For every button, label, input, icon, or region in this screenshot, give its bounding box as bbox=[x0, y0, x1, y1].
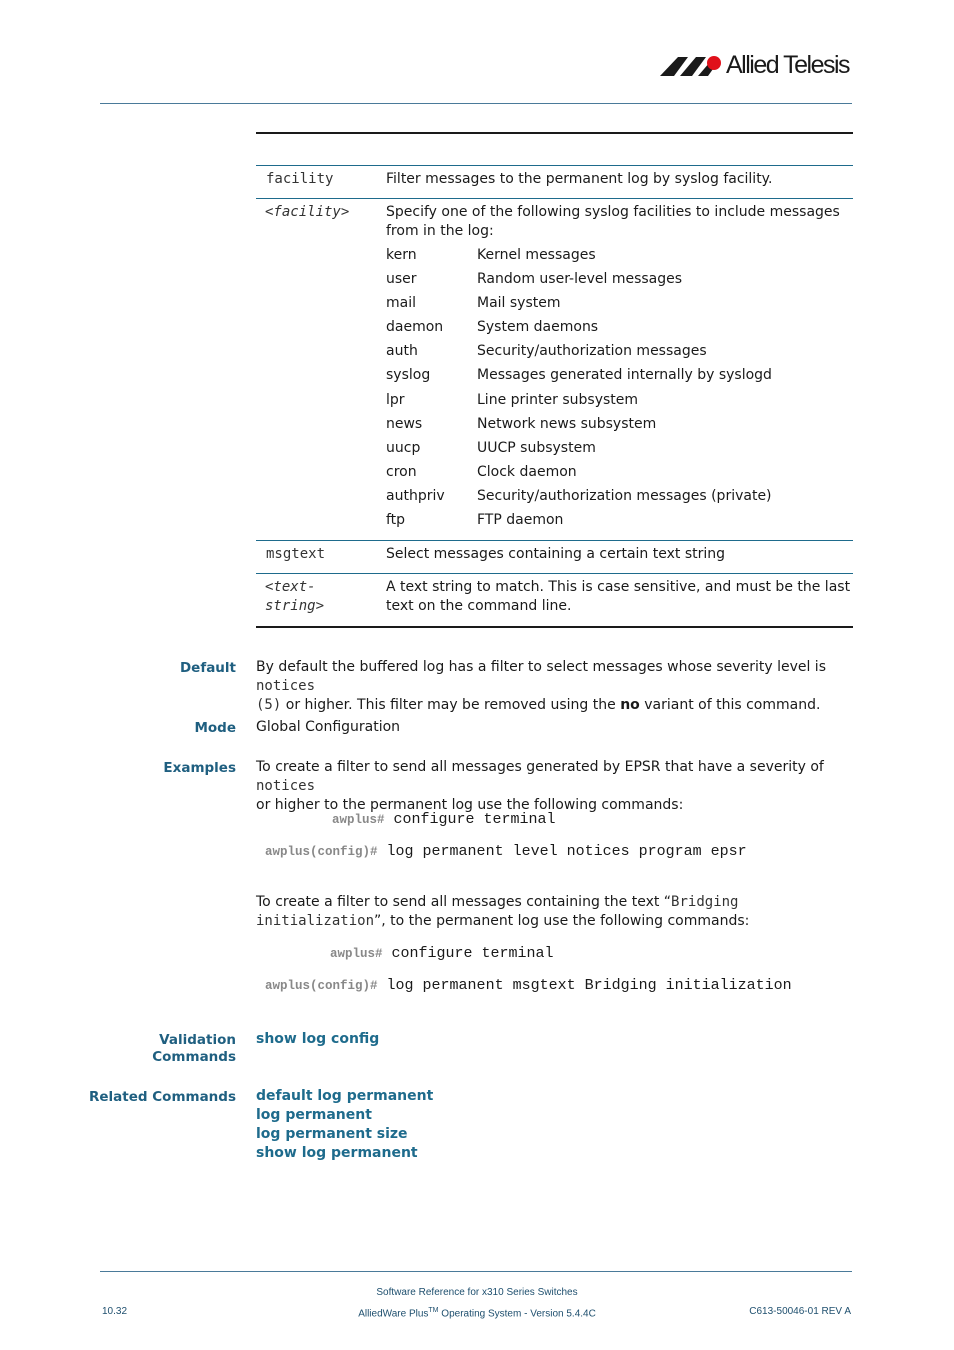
example2-text: To create a filter to send all messages containing the text “Bridging initialization”, to the permanent log use the following commands: bbox=[256, 894, 750, 929]
facility-item bbox=[386, 436, 853, 460]
facility-item bbox=[386, 339, 853, 363]
logo-mark-icon bbox=[660, 54, 722, 80]
default-label: Default bbox=[179, 660, 236, 676]
param-name: msgtext bbox=[266, 546, 326, 562]
facility-item-desc: Random user-level messages bbox=[477, 271, 683, 288]
table-bottom-rule bbox=[256, 626, 853, 628]
param-desc: Filter messages to the permanent log by syslog facility. bbox=[386, 171, 773, 187]
mode-label: Mode bbox=[194, 720, 236, 736]
facility-item-desc: FTP daemon bbox=[477, 512, 564, 529]
link-show-log-permanent[interactable]: show log permanent bbox=[256, 1145, 418, 1161]
table-row bbox=[256, 574, 853, 626]
facility-item bbox=[386, 243, 853, 267]
table-row bbox=[256, 166, 853, 198]
link-log-permanent-size[interactable]: log permanent size bbox=[256, 1126, 408, 1142]
facility-item-name: news bbox=[386, 415, 423, 432]
examples-label: Examples bbox=[163, 760, 236, 776]
facility-item-name: ftp bbox=[386, 512, 406, 529]
facility-item-desc: Line printer subsystem bbox=[477, 391, 639, 408]
facility-item-desc: Messages generated internally by syslogd bbox=[477, 367, 772, 384]
facility-item-name: user bbox=[386, 271, 417, 288]
table-row bbox=[256, 541, 853, 573]
facility-list bbox=[386, 243, 853, 532]
facility-item-name: cron bbox=[386, 463, 417, 480]
param-name: <facility> bbox=[265, 204, 350, 220]
facility-item-name: kern bbox=[386, 247, 417, 263]
validation-label: Validation Commands bbox=[152, 1032, 236, 1065]
facility-item bbox=[386, 484, 853, 508]
facility-item-desc: Security/authorization messages (private) bbox=[477, 487, 772, 504]
facility-item bbox=[386, 363, 853, 387]
facility-item-name: daemon bbox=[386, 319, 444, 336]
facility-item-desc: System daemons bbox=[477, 319, 599, 336]
document-id: C613-50046-01 REV A bbox=[749, 1306, 851, 1317]
related-commands-label: Related Commands bbox=[89, 1089, 236, 1105]
example1-command1: awplus# configure terminal bbox=[332, 811, 556, 828]
example1-command2: awplus(config)# log permanent level notices program epsr bbox=[265, 843, 747, 860]
facility-item-desc: Mail system bbox=[477, 295, 561, 312]
parameter-table bbox=[256, 132, 853, 628]
link-show-log-config[interactable]: show log config bbox=[256, 1031, 380, 1047]
header-rule bbox=[100, 103, 852, 104]
facility-item-desc: Clock daemon bbox=[477, 463, 577, 480]
facility-item-desc: Security/authorization messages bbox=[477, 343, 707, 360]
facility-item bbox=[386, 412, 853, 436]
facility-item-desc: UUCP subsystem bbox=[477, 439, 596, 456]
param-desc: A text string to match. This is case sensitive, and must be the last text on the command line. bbox=[386, 579, 851, 614]
facility-item bbox=[386, 508, 853, 532]
facility-item bbox=[386, 315, 853, 339]
facility-item-desc: Network news subsystem bbox=[477, 415, 657, 432]
link-log-permanent[interactable]: log permanent bbox=[256, 1107, 372, 1123]
default-text: By default the buffered log has a filter to select messages whose severity level is notices (5) or higher. This filter may be removed using the no variant of this command. bbox=[256, 659, 826, 713]
facility-item-name: auth bbox=[386, 343, 418, 360]
facility-item-name: syslog bbox=[386, 367, 431, 384]
param-desc: Select messages containing a certain text string bbox=[386, 546, 726, 562]
facility-item-desc: Kernel messages bbox=[477, 247, 596, 263]
example2-command1: awplus# configure terminal bbox=[330, 945, 554, 962]
facility-item-name: mail bbox=[386, 295, 416, 312]
link-default-log-permanent[interactable]: default log permanent bbox=[256, 1088, 434, 1104]
facility-item-name: uucp bbox=[386, 439, 421, 456]
param-name: <text- string> bbox=[265, 579, 325, 614]
allied-telesis-logo bbox=[660, 50, 860, 80]
example2-command2: awplus(config)# log permanent msgtext Bridging initialization bbox=[265, 977, 792, 994]
facility-item bbox=[386, 460, 853, 484]
mode-text: Global Configuration bbox=[256, 719, 401, 735]
param-desc: Specify one of the following syslog facilities to include messages from in the log: bbox=[386, 204, 840, 239]
footer-product: AlliedWare Plus™ Operating System - Version 5.4.4C bbox=[358, 1307, 596, 1320]
facility-item bbox=[386, 388, 853, 412]
page-number: 10.32 bbox=[102, 1306, 128, 1317]
facility-item-name: authpriv bbox=[386, 487, 445, 504]
logo-text: Allied Telesis bbox=[726, 51, 850, 79]
facility-item bbox=[386, 291, 853, 315]
facility-item-name: lpr bbox=[386, 391, 405, 408]
footer-title: Software Reference for x310 Series Switches bbox=[376, 1287, 578, 1298]
table-row bbox=[256, 199, 853, 540]
facility-item bbox=[386, 267, 853, 291]
example1-text: To create a filter to send all messages generated by EPSR that have a severity of notices or higher to the permanent log use the following commands: bbox=[256, 759, 824, 813]
footer-rule bbox=[100, 1271, 852, 1272]
param-name: facility bbox=[266, 171, 334, 187]
